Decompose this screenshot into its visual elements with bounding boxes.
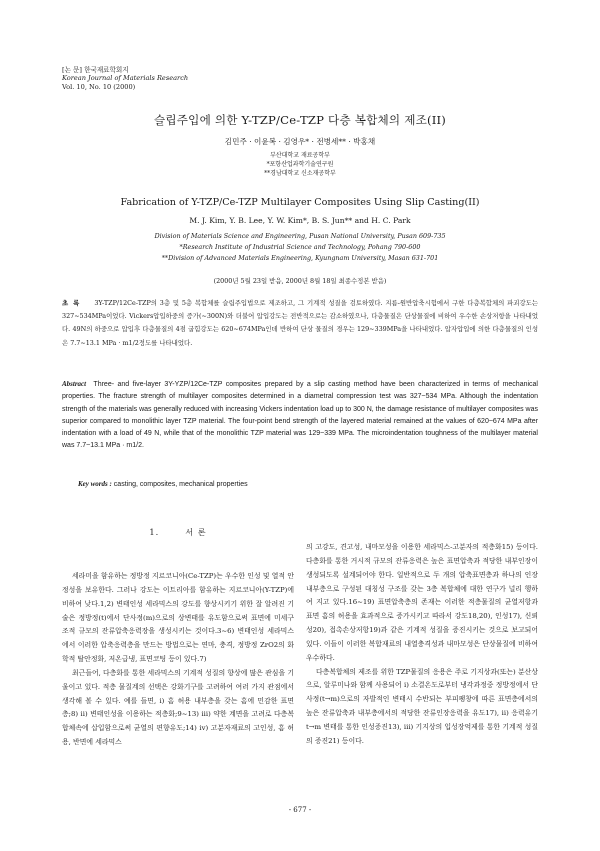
- title-korean: 슬립주입에 의한 Y-TZP/Ce-TZP 다층 복합체의 제조(II): [153, 113, 447, 127]
- received-dates: (2000년 5월 23일 받음, 2000년 8월 18일 최종수정본 받음): [213, 277, 387, 285]
- section-title: 서 론: [185, 527, 207, 537]
- abstract-english-text: Three- and five-layer 3Y-YZP/12Ce-TZP composites prepared by a slip casting method have been characterized in terms of mechanical properties. The fracture strength of multilayer composites determined in a diametral compression test was 327~534 MPa. Although the indentation strength of the materials was generally reduced with increasing Vickers indentation load up to 300 N, the damage resistance of multilayer composites was superior compared to monolithic layer TZP material. The four-point bend strength of the layered material remained at the values of 620~674 MPa after indentation with a load of 49 N, while that of the monolithic TZP material was 129~339 MPa. The microindentation toughness of the multilayer material was 7.7~13.1 MPa · m1/2.: [62, 381, 538, 450]
- page-number: - 677 -: [288, 806, 312, 814]
- section-number: 1.: [149, 527, 160, 537]
- abstract-korean: [62, 297, 538, 350]
- body-paragraph: 최근들어, 다층화를 통한 세라믹스의 기계적 성질의 향상에 많은 관심을 기울이고 있다. 적층 물질계의 선택은 강화기구를 고려하여 여러 가지 관점에서 생각해 볼 수 있다. 예를 들면, i) 흠 허용 내부층을 갖는 흠에 민감한 표면층;8) ii) 변태인성을 이용하는 적층화;9~13) iii) 약한 계면을 고려로 다층복합체속에 삽입함으로써 균열의 편향유도;14) iv) 고분자재료의 고인성, 흠 허용, 반면에 세라믹스: [62, 668, 294, 747]
- title-english: Fabrication of Y-TZP/Ce-TZP Multilayer Composites Using Slip Casting(II): [120, 197, 480, 208]
- journal-header: [62, 66, 188, 91]
- keywords-text: casting, composites, mechanical properties: [113, 481, 248, 488]
- affiliation-ko-3: **경남대학교 신소재공학부: [264, 169, 336, 177]
- abstract-english: [62, 378, 538, 453]
- keywords: [78, 480, 248, 488]
- authors-english: M. J. Kim, Y. B. Lee, Y. W. Kim*, B. S. Jun** and H. C. Park: [189, 216, 411, 225]
- affiliation-en-2: *Research Institute of Industrial Science and Technology, Pohang 790-600: [179, 242, 421, 251]
- affiliation-ko-2: *포항산업과학기술연구원: [266, 160, 334, 168]
- body-column-left: [62, 570, 294, 750]
- affiliations-english: [0, 231, 600, 263]
- body-paragraph: 의 고강도, 견고성, 내마모성을 이용한 세라믹스-고분자의 적층화15) 등이다. 다층화를 통한 거시적 규모의 잔류응력은 높은 표면압축과 적당한 내부인장이 생성되도록 설계되어야 한다. 일반적으로 두 개의 압축표면층과 하나의 인장내부층으로 구성된 대칭성 구조를 갖는 3층 복합체에 대한 연구가 널리 행하여 지고 있다.16~19) 표면압축층의 존재는 이러한 적층물질의 균열저항과 표면 흠의 허용을 효과적으로 증가시키고 따라서 강도18,20), 인성17), 신뢰성20), 접촉손상저항19)과 같은 기계적 성질을 증진시키는 것으로 보고되어 있다. 이들이 이러한 복합재료의 내열충격성과 내마모성은 단상물질에 비하여 우수하다.: [306, 543, 538, 662]
- journal-tag: [논 문] 한국재료학회지: [62, 66, 129, 74]
- body-column-right: [306, 541, 538, 749]
- affiliation-ko-1: 부산대학교 재료공학부: [270, 152, 330, 159]
- affiliation-en-3: **Division of Advanced Materials Engineering, Kyungnam University, Masan 631-701: [161, 253, 439, 262]
- abstract-korean-label: 초록: [62, 299, 85, 307]
- abstract-korean-text: 3Y-TZP/12Ce-TZP의 3층 및 5층 복합체를 슬립주입법으로 제조하고, 그 기계적 성질을 검토하였다. 지름-원반압축시험에서 구한 다층복합체의 파괴강도는 327~534MPa이었다. Vickers압입하중의 증가(~300N)와 더불어 압입강도는 전반적으로는 감소하였으나, 다층물질은 단상물질에 비하여 우수한 손상저항을 나타내었다. 49N의 하중으로 압입후 다층물질의 4점 굽힘강도는 620~674MPa인데 반하여 단상 물질의 경우는 129~339MPa을 나타내었다. 압자압입에 의한 다층물질의 인성은 7.7~13.1 MPa · m1/2정도를 나타내었다.: [62, 299, 538, 347]
- keywords-label: Key words :: [78, 480, 112, 488]
- affiliations-korean: [0, 152, 600, 178]
- abstract-english-label: Abstract: [62, 380, 87, 388]
- authors-korean: 김민주 · 이윤복 · 김영우* · 전병세** · 박홍채: [224, 137, 376, 146]
- journal-volume: Vol. 10, No. 10 (2000): [62, 82, 136, 91]
- affiliation-en-1: Division of Materials Science and Engineering, Pusan National University, Pusan 609-735: [154, 232, 446, 240]
- section-heading: [62, 527, 294, 538]
- body-paragraph: 세라미을 함유하는 정방정 지르코니아(Ce-TZP)는 우수한 인성 및 열적 안정성을 보유한다. 그러나 강도는 이트리아를 함유하는 지르코니아(Y-TZP)에 비하여 낮다.1,2) 변태인성 세라믹스의 강도를 향상시키기 위한 잘 알려진 기술은 정방정(t)에서 단사정(m)으로의 상변태를 유도함으로써 표면에 미세구조적 규모의 잔류압축응력장을 생성시키는 것이다.3~6) 변태인성 세라믹스에서 이러한 압축응력층을 만드는 방법으로는 연마, 충격, 정방정 ZrO2의 화학적 탈안정화, 저온급냉, 표면코팅 등이 있다.7): [62, 572, 294, 664]
- body-paragraph: 다층복합체의 제조를 위한 TZP물질의 응용은 주로 기지상과(또는) 분산상으로, 알루미나와 함께 사용되어 i) 소결온도로부터 냉각과정중 정방정에서 단사정(t→m)으로의 자발적인 변태시 수반되는 부피팽창에 따른 표면층에서의 높은 잔류압축과 내부층에서의 적당한 잔류인장응력을 유도17), ii) 응력유기 t→m 변태를 통한 인성증진13), iii) 기지상의 입성장억제를 통한 기계적 성질의 증진21) 등이다.: [306, 667, 538, 745]
- journal-name-en: Korean Journal of Materials Research: [62, 74, 189, 83]
